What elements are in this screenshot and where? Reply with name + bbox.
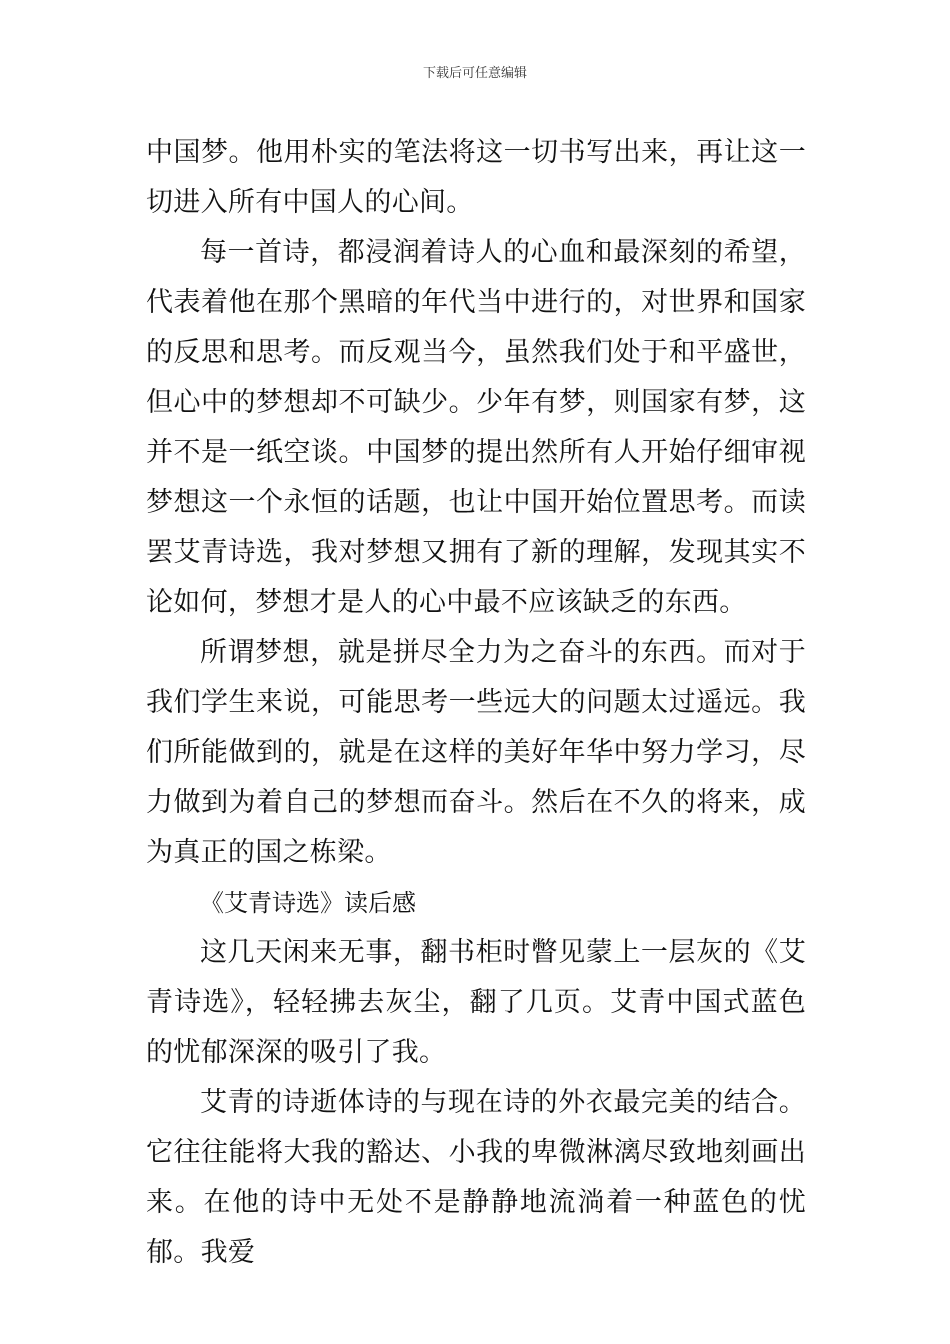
paragraph-1: 中国梦。他用朴实的笔法将这一切书写出来，再让这一切进入所有中国人的心间。 — [146, 137, 806, 218]
paragraph-3: 所谓梦想，就是拼尽全力为之奋斗的东西。而对于我们学生来说，可能思考一些远大的问题太过遥远。我们所能做到的，就是在这样的美好年华中努力学习，尽力做到为着自己的梦想而奋斗。然后在不久的将来，成为真正的国之栋梁。 — [146, 637, 806, 868]
document-body — [146, 128, 806, 1278]
page-header: 下载后可任意编辑 — [422, 66, 527, 81]
paragraph-4: 这几天闲来无事，翻书柜时瞥见蒙上一层灰的《艾青诗选》，轻轻拂去灰尘，翻了几页。艾青中国式蓝色的忧郁深深的吸引了我。 — [146, 937, 806, 1068]
paragraph-2: 每一首诗，都浸润着诗人的心血和最深刻的希望，代表着他在那个黑暗的年代当中进行的，对世界和国家的反思和思考。而反观当今，虽然我们处于和平盛世，但心中的梦想却不可缺少。少年有梦，则国家有梦，这并不是一纸空谈。中国梦的提出然所有人开始仔细审视梦想这一个永恒的话题，也让中国开始位置思考。而读罢艾青诗选，我对梦想又拥有了新的理解，发现其实不论如何，梦想才是人的心中最不应该缺乏的东西。 — [146, 237, 806, 618]
paragraph-5: 艾青的诗逝体诗的与现在诗的外衣最完美的结合。它往往能将大我的豁达、小我的卑微淋漓尽致地刻画出来。在他的诗中无处不是静静地流淌着一种蓝色的忧郁。我爱 — [146, 1087, 806, 1268]
section-subtitle: 《艾青诗选》读后感 — [200, 889, 416, 917]
